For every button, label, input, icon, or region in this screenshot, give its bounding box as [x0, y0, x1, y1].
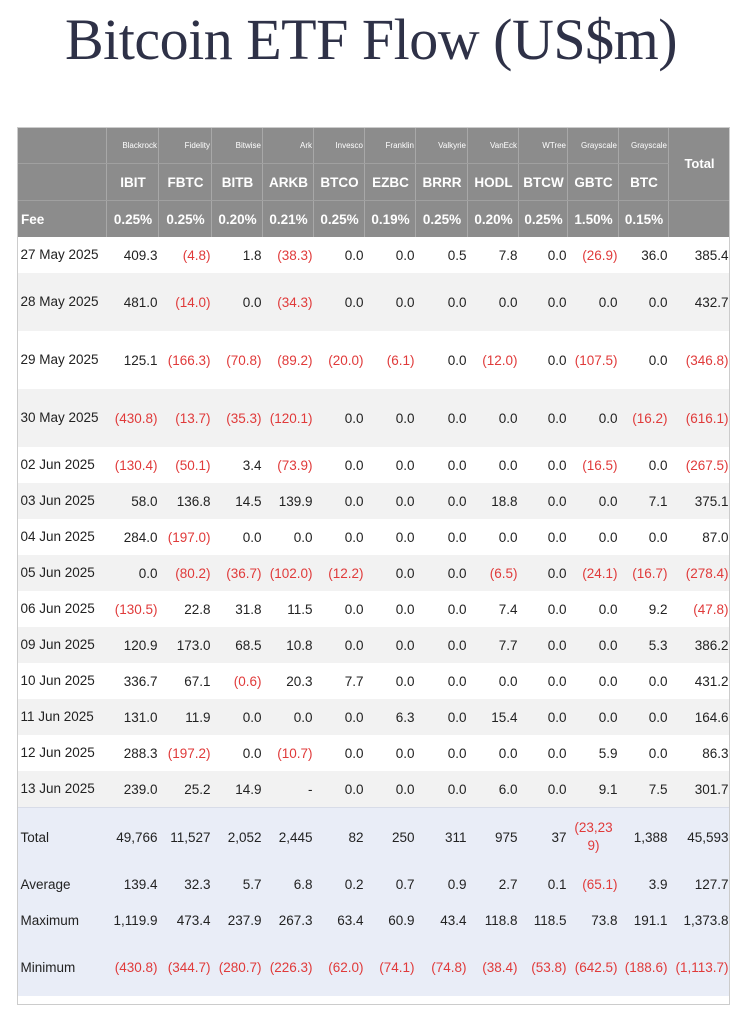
table-row — [18, 331, 730, 389]
flow-value: 0.0 — [519, 555, 568, 591]
summary-value: (65.1) — [568, 866, 619, 902]
flow-value: 0.0 — [619, 331, 669, 389]
flow-value: 0.0 — [468, 663, 519, 699]
flow-value: (34.3) — [263, 273, 314, 331]
ticker-label: BRRR — [416, 164, 468, 201]
flow-value: 18.8 — [468, 483, 519, 519]
flow-value: 0.0 — [314, 699, 365, 735]
flow-value: 0.0 — [314, 483, 365, 519]
summary-value: 32.3 — [159, 866, 212, 902]
ticker-label: EZBC — [365, 164, 416, 201]
flow-value: 0.0 — [416, 771, 468, 808]
flow-value: 0.0 — [212, 699, 263, 735]
summary-total: 45,593 — [669, 808, 730, 867]
flow-value: (73.9) — [263, 447, 314, 483]
flow-value: 0.0 — [416, 555, 468, 591]
flow-value: 0.0 — [619, 273, 669, 331]
flow-value: 5.3 — [619, 627, 669, 663]
issuer-label: Grayscale — [568, 127, 619, 164]
flow-value: 10.8 — [263, 627, 314, 663]
summary-value: 311 — [416, 808, 468, 867]
flow-value: 0.0 — [416, 663, 468, 699]
row-date: 27 May 2025 — [18, 237, 107, 273]
summary-row — [18, 866, 730, 902]
flow-value: 0.0 — [519, 699, 568, 735]
summary-value: 37 — [519, 808, 568, 867]
flow-value: 14.9 — [212, 771, 263, 808]
flow-value: 0.0 — [416, 627, 468, 663]
flow-value: 0.0 — [619, 519, 669, 555]
summary-value: 473.4 — [159, 902, 212, 938]
summary-value: 2.7 — [468, 866, 519, 902]
flow-value: 20.3 — [263, 663, 314, 699]
flow-value: 0.0 — [519, 273, 568, 331]
flow-value: 0.0 — [519, 735, 568, 771]
flow-value: 0.0 — [365, 555, 416, 591]
flow-value: (130.5) — [107, 591, 159, 627]
flow-value: (36.7) — [212, 555, 263, 591]
flow-value: 0.0 — [263, 519, 314, 555]
flow-value: (80.2) — [159, 555, 212, 591]
flow-value: 120.9 — [107, 627, 159, 663]
flow-value: 7.4 — [468, 591, 519, 627]
flow-value: 9.1 — [568, 771, 619, 808]
flow-value: (6.1) — [365, 331, 416, 389]
flow-value: 0.0 — [212, 273, 263, 331]
flow-value: 0.0 — [263, 699, 314, 735]
row-total: 375.1 — [669, 483, 730, 519]
flow-value: 0.0 — [568, 627, 619, 663]
issuer-row — [18, 127, 730, 164]
summary-value: 73.8 — [568, 902, 619, 938]
flow-value: 0.0 — [314, 389, 365, 447]
table-row — [18, 237, 730, 273]
flow-value: 0.0 — [519, 389, 568, 447]
ticker-label: GBTC — [568, 164, 619, 201]
row-total: (616.1) — [669, 389, 730, 447]
flow-value: 67.1 — [159, 663, 212, 699]
flow-value: 3.4 — [212, 447, 263, 483]
flow-value: 0.0 — [365, 273, 416, 331]
issuer-label: Grayscale — [619, 127, 669, 164]
flow-value: 9.2 — [619, 591, 669, 627]
flow-value: 0.0 — [314, 591, 365, 627]
flow-value: 284.0 — [107, 519, 159, 555]
row-total: 86.3 — [669, 735, 730, 771]
row-date: 09 Jun 2025 — [18, 627, 107, 663]
flow-value: 0.0 — [365, 519, 416, 555]
flow-value: 0.0 — [568, 389, 619, 447]
flow-value: 0.0 — [416, 519, 468, 555]
flow-value: 11.9 — [159, 699, 212, 735]
flow-value: 1.8 — [212, 237, 263, 273]
summary-value: 11,527 — [159, 808, 212, 867]
row-date: 30 May 2025 — [18, 389, 107, 447]
flow-value: 0.0 — [212, 735, 263, 771]
flow-value: 7.7 — [314, 663, 365, 699]
row-total: (278.4) — [669, 555, 730, 591]
summary-value: 975 — [468, 808, 519, 867]
summary-value: (430.8) — [107, 938, 159, 996]
flow-value: 0.0 — [314, 237, 365, 273]
summary-value: 250 — [365, 808, 416, 867]
summary-total: (1,113.7) — [669, 938, 730, 996]
summary-value: 5.7 — [212, 866, 263, 902]
flow-value: 0.0 — [416, 591, 468, 627]
flow-value: (38.3) — [263, 237, 314, 273]
flow-value: - — [263, 771, 314, 808]
flow-value: 58.0 — [107, 483, 159, 519]
flow-value: 0.0 — [619, 699, 669, 735]
issuer-label: WTree — [519, 127, 568, 164]
flow-value: 0.5 — [416, 237, 468, 273]
summary-value: 118.8 — [468, 902, 519, 938]
summary-label: Maximum — [18, 902, 107, 938]
summary-value: (642.5) — [568, 938, 619, 996]
summary-value: 49,766 — [107, 808, 159, 867]
flow-value: (6.5) — [468, 555, 519, 591]
summary-value: 118.5 — [519, 902, 568, 938]
ticker-label: BTCW — [519, 164, 568, 201]
table-row — [18, 771, 730, 808]
flow-value: (0.6) — [212, 663, 263, 699]
flow-value: (70.8) — [212, 331, 263, 389]
flow-value: 0.0 — [619, 735, 669, 771]
row-date: 05 Jun 2025 — [18, 555, 107, 591]
flow-value: (197.2) — [159, 735, 212, 771]
flow-value: 0.0 — [107, 555, 159, 591]
summary-value: 0.9 — [416, 866, 468, 902]
flow-value: (16.2) — [619, 389, 669, 447]
issuer-label: Franklin — [365, 127, 416, 164]
flow-value: 0.0 — [468, 273, 519, 331]
flow-value: (12.0) — [468, 331, 519, 389]
summary-value: 0.7 — [365, 866, 416, 902]
summary-total: 1,373.8 — [669, 902, 730, 938]
flow-value: 0.0 — [416, 483, 468, 519]
flow-value: 0.0 — [314, 447, 365, 483]
flow-value: 0.0 — [365, 389, 416, 447]
flow-value: 0.0 — [568, 699, 619, 735]
flow-value: 173.0 — [159, 627, 212, 663]
fee-value: 0.25% — [107, 201, 159, 238]
summary-value: (38.4) — [468, 938, 519, 996]
flow-value: 0.0 — [416, 735, 468, 771]
flow-value: 409.3 — [107, 237, 159, 273]
summary-value: 139.4 — [107, 866, 159, 902]
flow-value: 239.0 — [107, 771, 159, 808]
flow-value: 0.0 — [416, 447, 468, 483]
flow-value: 0.0 — [468, 519, 519, 555]
fee-value: 0.25% — [519, 201, 568, 238]
header-corner-cell — [18, 127, 107, 164]
table-row — [18, 273, 730, 331]
summary-value: (344.7) — [159, 938, 212, 996]
total-column-header: Total — [669, 127, 730, 201]
ticker-label: IBIT — [107, 164, 159, 201]
ticker-label: ARKB — [263, 164, 314, 201]
issuer-label: Fidelity — [159, 127, 212, 164]
flow-value: 0.0 — [314, 627, 365, 663]
row-date: 10 Jun 2025 — [18, 663, 107, 699]
flow-value: 36.0 — [619, 237, 669, 273]
summary-label: Total — [18, 808, 107, 867]
flow-value: 131.0 — [107, 699, 159, 735]
fee-value: 0.19% — [365, 201, 416, 238]
flow-value: 0.0 — [568, 591, 619, 627]
summary-value: (74.1) — [365, 938, 416, 996]
fee-label: Fee — [18, 201, 107, 238]
flow-value: 0.0 — [468, 447, 519, 483]
fee-value: 0.15% — [619, 201, 669, 238]
daily-flow-rows — [18, 237, 730, 808]
summary-value: (23,239) — [568, 808, 619, 867]
summary-row — [18, 808, 730, 867]
page-title: Bitcoin ETF Flow (US$m) — [64, 7, 678, 72]
summary-value: 6.8 — [263, 866, 314, 902]
flow-value: 7.1 — [619, 483, 669, 519]
table-row — [18, 389, 730, 447]
flow-value: 6.3 — [365, 699, 416, 735]
flow-value: (89.2) — [263, 331, 314, 389]
fee-value: 0.20% — [468, 201, 519, 238]
flow-value: (35.3) — [212, 389, 263, 447]
row-total: (267.5) — [669, 447, 730, 483]
flow-value: (50.1) — [159, 447, 212, 483]
summary-value: (188.6) — [619, 938, 669, 996]
flow-value: 0.0 — [519, 519, 568, 555]
ticker-label: BTCO — [314, 164, 365, 201]
flow-value: 22.8 — [159, 591, 212, 627]
table-header — [18, 127, 730, 237]
summary-value: 2,052 — [212, 808, 263, 867]
flow-value: 0.0 — [519, 591, 568, 627]
flow-value: 136.8 — [159, 483, 212, 519]
summary-value: (226.3) — [263, 938, 314, 996]
flow-value: (197.0) — [159, 519, 212, 555]
flow-value: (13.7) — [159, 389, 212, 447]
issuer-label: Bitwise — [212, 127, 263, 164]
flow-value: 0.0 — [365, 663, 416, 699]
row-total: 386.2 — [669, 627, 730, 663]
flow-value: 0.0 — [619, 663, 669, 699]
flow-value: 7.7 — [468, 627, 519, 663]
flow-value: (26.9) — [568, 237, 619, 273]
table-row — [18, 735, 730, 771]
flow-value: (12.2) — [314, 555, 365, 591]
flow-value: 125.1 — [107, 331, 159, 389]
flow-value: 6.0 — [468, 771, 519, 808]
row-total: (346.8) — [669, 331, 730, 389]
ticker-label: BTC — [619, 164, 669, 201]
summary-value: 60.9 — [365, 902, 416, 938]
summary-value: (280.7) — [212, 938, 263, 996]
flow-value: 0.0 — [519, 663, 568, 699]
flow-value: 0.0 — [519, 331, 568, 389]
flow-value: 0.0 — [519, 237, 568, 273]
summary-value: 237.9 — [212, 902, 263, 938]
ticker-label: FBTC — [159, 164, 212, 201]
row-date: 13 Jun 2025 — [18, 771, 107, 808]
row-total: 431.2 — [669, 663, 730, 699]
summary-row — [18, 902, 730, 938]
flow-value: 0.0 — [365, 237, 416, 273]
table-row — [18, 663, 730, 699]
flow-value: 0.0 — [568, 663, 619, 699]
flow-value: 7.8 — [468, 237, 519, 273]
flow-value: 0.0 — [416, 331, 468, 389]
flow-value: 7.5 — [619, 771, 669, 808]
fee-value: 1.50% — [568, 201, 619, 238]
table-row — [18, 519, 730, 555]
flow-value: (4.8) — [159, 237, 212, 273]
issuer-label: Valkyrie — [416, 127, 468, 164]
table-row — [18, 627, 730, 663]
flow-value: 0.0 — [314, 771, 365, 808]
row-date: 11 Jun 2025 — [18, 699, 107, 735]
row-total: 164.6 — [669, 699, 730, 735]
flow-value: (430.8) — [107, 389, 159, 447]
flow-value: (166.3) — [159, 331, 212, 389]
flow-value: 14.5 — [212, 483, 263, 519]
ticker-label: HODL — [468, 164, 519, 201]
flow-value: 0.0 — [416, 699, 468, 735]
row-total: 432.7 — [669, 273, 730, 331]
flow-value: (102.0) — [263, 555, 314, 591]
flow-value: (130.4) — [107, 447, 159, 483]
row-total: 301.7 — [669, 771, 730, 808]
flow-value: 0.0 — [365, 591, 416, 627]
flow-value: 68.5 — [212, 627, 263, 663]
flow-value: 481.0 — [107, 273, 159, 331]
flow-value: 5.9 — [568, 735, 619, 771]
summary-value: 1,119.9 — [107, 902, 159, 938]
flow-value: (16.5) — [568, 447, 619, 483]
flow-value: 0.0 — [416, 389, 468, 447]
flow-value: (14.0) — [159, 273, 212, 331]
flow-value: 0.0 — [519, 771, 568, 808]
row-date: 06 Jun 2025 — [18, 591, 107, 627]
row-date: 02 Jun 2025 — [18, 447, 107, 483]
row-date: 28 May 2025 — [18, 273, 107, 331]
flow-value: 288.3 — [107, 735, 159, 771]
flow-value: 0.0 — [619, 447, 669, 483]
flow-value: (10.7) — [263, 735, 314, 771]
flow-value: (16.7) — [619, 555, 669, 591]
issuer-label: Ark — [263, 127, 314, 164]
flow-value: 0.0 — [468, 389, 519, 447]
row-date: 04 Jun 2025 — [18, 519, 107, 555]
row-date: 29 May 2025 — [18, 331, 107, 389]
flow-value: 0.0 — [568, 519, 619, 555]
summary-value: 43.4 — [416, 902, 468, 938]
issuer-label: Blackrock — [107, 127, 159, 164]
flow-value: 0.0 — [416, 273, 468, 331]
summary-value: (53.8) — [519, 938, 568, 996]
flow-value: 139.9 — [263, 483, 314, 519]
row-total: 87.0 — [669, 519, 730, 555]
summary-label: Average — [18, 866, 107, 902]
ticker-row — [18, 164, 730, 201]
flow-value: 0.0 — [519, 627, 568, 663]
flow-value: (20.0) — [314, 331, 365, 389]
summary-label: Minimum — [18, 938, 107, 996]
summary-value: (62.0) — [314, 938, 365, 996]
fee-value: 0.20% — [212, 201, 263, 238]
flow-value: 0.0 — [314, 735, 365, 771]
flow-value: 0.0 — [519, 447, 568, 483]
summary-value: 0.1 — [519, 866, 568, 902]
table-row — [18, 555, 730, 591]
summary-value: 191.1 — [619, 902, 669, 938]
flow-value: 0.0 — [365, 627, 416, 663]
flow-value: 15.4 — [468, 699, 519, 735]
flow-value: (24.1) — [568, 555, 619, 591]
etf-flow-table — [17, 127, 730, 996]
flow-value: 0.0 — [365, 447, 416, 483]
flow-value: 0.0 — [568, 483, 619, 519]
row-total: 385.4 — [669, 237, 730, 273]
summary-value: 1,388 — [619, 808, 669, 867]
summary-value: 0.2 — [314, 866, 365, 902]
summary-row — [18, 938, 730, 996]
flow-value: 336.7 — [107, 663, 159, 699]
flow-value: 0.0 — [314, 519, 365, 555]
flow-value: 0.0 — [365, 771, 416, 808]
fee-row — [18, 201, 730, 238]
row-total: (47.8) — [669, 591, 730, 627]
table-row — [18, 591, 730, 627]
flow-value: (120.1) — [263, 389, 314, 447]
row-date: 03 Jun 2025 — [18, 483, 107, 519]
flow-value: 0.0 — [314, 273, 365, 331]
fee-value: 0.25% — [314, 201, 365, 238]
flow-value: 0.0 — [468, 735, 519, 771]
flow-value: 25.2 — [159, 771, 212, 808]
fee-value: 0.25% — [159, 201, 212, 238]
ticker-label: BITB — [212, 164, 263, 201]
fee-value: 0.21% — [263, 201, 314, 238]
fee-value: 0.25% — [416, 201, 468, 238]
flow-value: 0.0 — [519, 483, 568, 519]
summary-value: (74.8) — [416, 938, 468, 996]
summary-value: 82 — [314, 808, 365, 867]
flow-value: 11.5 — [263, 591, 314, 627]
table-row — [18, 483, 730, 519]
header-corner-cell — [18, 164, 107, 201]
issuer-label: VanEck — [468, 127, 519, 164]
summary-value: 2,445 — [263, 808, 314, 867]
flow-value: 0.0 — [568, 273, 619, 331]
summary-value: 63.4 — [314, 902, 365, 938]
row-date: 12 Jun 2025 — [18, 735, 107, 771]
flow-value: 0.0 — [212, 519, 263, 555]
fee-total-blank — [669, 201, 730, 238]
table-row — [18, 447, 730, 483]
flow-value: (107.5) — [568, 331, 619, 389]
flow-value: 31.8 — [212, 591, 263, 627]
issuer-label: Invesco — [314, 127, 365, 164]
summary-value: 3.9 — [619, 866, 669, 902]
summary-rows — [18, 808, 730, 997]
summary-total: 127.7 — [669, 866, 730, 902]
summary-value: 267.3 — [263, 902, 314, 938]
flow-value: 0.0 — [365, 735, 416, 771]
flow-value: 0.0 — [365, 483, 416, 519]
table-row — [18, 699, 730, 735]
